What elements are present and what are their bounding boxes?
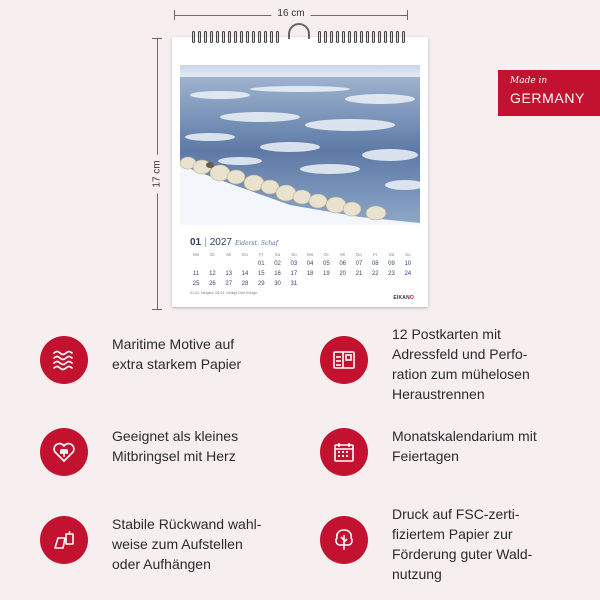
calendar-day: 30	[274, 281, 281, 287]
calendar-photo	[180, 65, 420, 225]
calendar-day: 20	[339, 271, 347, 277]
height-dimension	[150, 38, 164, 310]
weekday-label: So	[291, 252, 297, 257]
spiral-loop	[270, 31, 273, 43]
calendar-day: 23	[388, 271, 395, 277]
calendar-day: 09	[388, 261, 395, 267]
weekday-label: Di	[324, 252, 329, 257]
holiday-footnote: 01.01. Neujahr, 06.01. Heilige Drei Könige	[190, 291, 258, 295]
calendar-icon	[320, 428, 368, 476]
spiral-loop	[372, 31, 375, 43]
calendar-day: 04	[306, 261, 314, 267]
width-dimension	[174, 8, 408, 22]
spiral-loop	[192, 31, 195, 43]
calendar-day: 11	[193, 271, 200, 277]
calendar-day: 14	[241, 271, 249, 277]
feature-text: 12 Postkarten mit Adressfeld und Perfo- ration zum mühelosen Heraustrennen	[392, 326, 530, 402]
calendar-day	[351, 279, 367, 289]
spiral-loop	[198, 31, 201, 43]
calendar-day: 06	[339, 261, 347, 267]
weekday-label: Mo	[306, 252, 314, 257]
calendar-day: 01	[257, 261, 265, 267]
spiral-loop	[366, 31, 369, 43]
week-row	[188, 269, 416, 279]
calendar-grid	[188, 251, 416, 289]
spiral-loop	[390, 31, 393, 43]
weekday-label: So	[405, 252, 411, 257]
spiral-loop	[216, 31, 219, 43]
calendar-day: 19	[323, 271, 330, 277]
feature-text: Stabile Rückwand wahl- weise zum Aufstellen oder Aufhängen	[112, 516, 262, 572]
badge-small-text: Made in	[510, 76, 548, 86]
heart-gift-icon	[40, 428, 88, 476]
weekday-label: Sa	[388, 252, 395, 257]
feature-text: Monatskalendarium mit Feiertagen	[392, 428, 537, 464]
weekday-row	[188, 251, 416, 259]
weekday-label: Fr	[259, 252, 264, 257]
weekday-label: Mo	[193, 252, 200, 257]
calendar-day: 12	[209, 271, 216, 277]
spiral-loop	[318, 31, 321, 43]
feature-gift	[40, 428, 310, 498]
calendar-day: 05	[323, 261, 330, 267]
stand-hang-icon	[40, 516, 88, 564]
calendar-day	[318, 279, 334, 289]
calendar-day: 21	[355, 271, 363, 277]
month-number: 01	[190, 237, 202, 248]
calendar-product	[172, 37, 428, 307]
calendar-day	[400, 279, 416, 289]
week-row	[188, 259, 416, 269]
photo-title: Eiderst. Schaf	[234, 240, 278, 247]
made-in-germany-badge	[498, 70, 600, 116]
calendar-day: 18	[306, 271, 314, 277]
calendar-day: 25	[192, 281, 200, 287]
spiral-loop	[234, 31, 237, 43]
height-label: 17 cm	[152, 154, 163, 193]
spiral-loop	[384, 31, 387, 43]
postcard-icon	[320, 336, 368, 384]
calendar-day: 16	[274, 271, 281, 277]
feature-maritime	[40, 336, 310, 406]
spiral-loop	[336, 31, 339, 43]
calendar-day: 02	[274, 261, 281, 267]
calendar-day	[335, 279, 351, 289]
calendar-day: 10	[404, 261, 412, 267]
spiral-loop	[246, 31, 249, 43]
spiral-loop	[360, 31, 363, 43]
sheep-on-dike-image	[180, 65, 420, 225]
calendar-day	[188, 259, 204, 269]
weekday-label: Di	[210, 252, 215, 257]
feature-postcards	[320, 326, 590, 406]
feature-text: Maritime Motive auf extra starkem Papier	[112, 336, 242, 372]
spiral-loop	[330, 31, 333, 43]
spiral-loop	[258, 31, 261, 43]
spiral-loop	[378, 31, 381, 43]
spiral-loop	[348, 31, 351, 43]
spiral-loop	[252, 31, 255, 43]
spiral-loop	[228, 31, 231, 43]
spiral-loop	[204, 31, 207, 43]
calendar-day: 27	[225, 281, 233, 287]
spiral-loop	[324, 31, 327, 43]
calendar-day	[237, 259, 253, 269]
calendar-day: 22	[371, 271, 379, 277]
badge-big-text: GERMANY	[510, 90, 585, 106]
calendar-month-header: 01 | 2027 Eiderst. Schaf	[190, 237, 278, 248]
calendar-day	[221, 259, 237, 269]
spiral-loop	[342, 31, 345, 43]
calendar-day	[302, 279, 318, 289]
calendar-day: 29	[257, 281, 265, 287]
spiral-loop	[354, 31, 357, 43]
waves-icon	[40, 336, 88, 384]
spiral-loop	[240, 31, 243, 43]
feature-text: Druck auf FSC-zerti- fiziertem Papier zur Förderung guter Wald- nutzung	[392, 506, 533, 582]
calendar-year: 2027	[209, 237, 232, 248]
spiral-loop	[222, 31, 225, 43]
spiral-loop	[264, 31, 267, 43]
weekday-label: Do	[242, 252, 248, 257]
spiral-loop	[210, 31, 213, 43]
calendar-day	[383, 279, 399, 289]
feature-calendarium	[320, 428, 590, 498]
calendar-day: 31	[290, 281, 298, 287]
calendar-day: 26	[209, 281, 216, 287]
calendar-day: 03	[290, 261, 298, 267]
week-row	[188, 279, 416, 289]
tree-icon	[320, 516, 368, 564]
weekday-label: Mi	[340, 252, 346, 257]
calendar-day: 17	[290, 271, 298, 277]
feature-fsc	[320, 506, 590, 586]
calendar-day: 28	[241, 281, 249, 287]
calendar-day	[367, 279, 383, 289]
feature-text: Geeignet als kleines Mitbringsel mit Herz	[112, 428, 239, 464]
weekday-label: Sa	[274, 252, 281, 257]
spiral-binding	[172, 31, 428, 45]
spiral-loop	[396, 31, 399, 43]
calendar-day: 08	[371, 261, 379, 267]
width-label: 16 cm	[271, 8, 310, 19]
brand-logo: EIKANO	[393, 295, 414, 301]
weekday-label: Do	[356, 252, 362, 257]
weekday-label: Fr	[373, 252, 378, 257]
calendar-day: 13	[225, 271, 233, 277]
weekday-label: Mi	[226, 252, 232, 257]
spiral-loop	[402, 31, 405, 43]
spiral-loop	[276, 31, 279, 43]
calendar-day: 07	[355, 261, 363, 267]
calendar-day: 15	[257, 271, 265, 277]
calendar-day	[204, 259, 220, 269]
calendar-day: 24	[404, 271, 412, 277]
feature-backboard	[40, 516, 310, 586]
